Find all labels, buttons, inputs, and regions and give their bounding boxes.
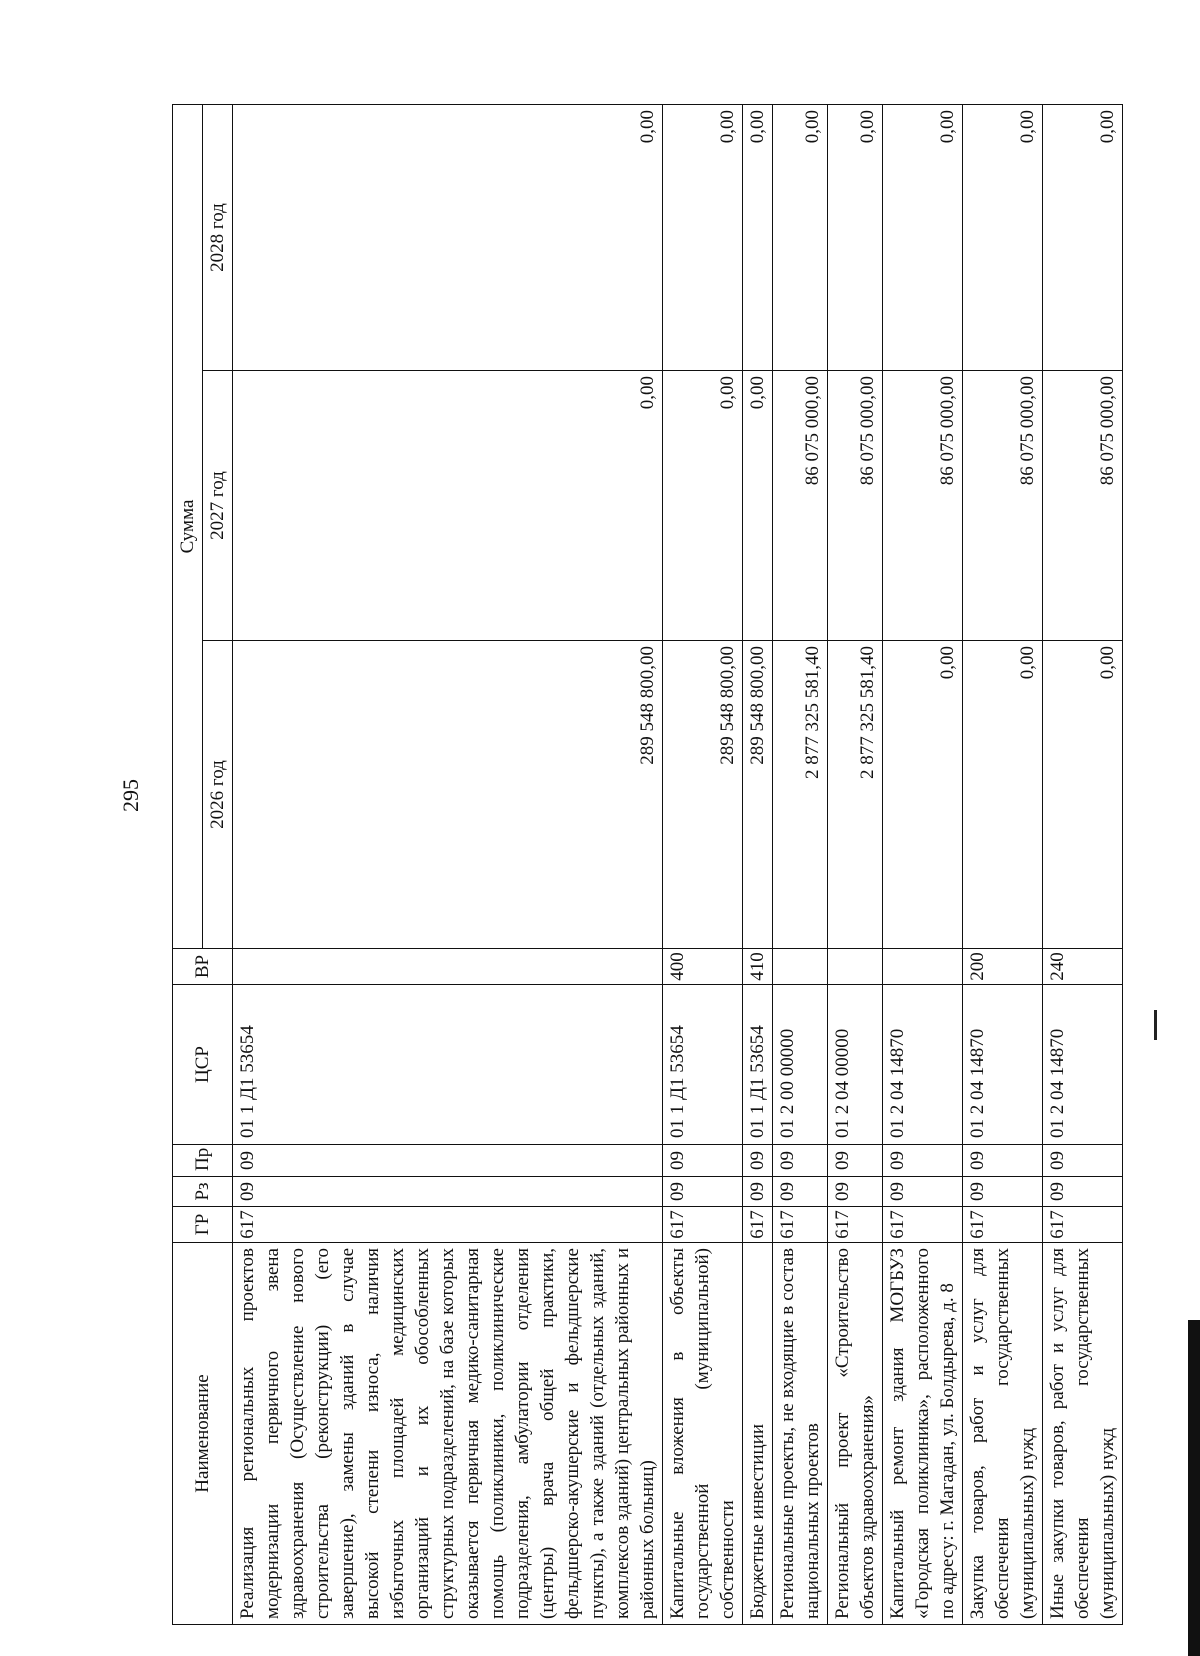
cell-pr: 09 xyxy=(743,1145,773,1177)
cell-pr: 09 xyxy=(828,1145,883,1177)
scan-edge-bar xyxy=(1188,1320,1200,1656)
cell-rz: 09 xyxy=(663,1177,743,1207)
cell-gr: 617 xyxy=(233,1207,663,1243)
cell-vr xyxy=(883,949,963,985)
header-2028: 2028 год xyxy=(203,104,233,370)
cell-gr: 617 xyxy=(773,1207,828,1243)
table-row xyxy=(1043,104,1123,1624)
cell-csr: 01 1 Д1 53654 xyxy=(233,985,663,1145)
cell-csr: 01 2 04 14870 xyxy=(883,985,963,1145)
cell-2027: 86 075 000,00 xyxy=(828,371,883,641)
cell-vr xyxy=(828,949,883,985)
cell-name: Бюджетные инвестиции xyxy=(743,1243,773,1625)
cell-vr xyxy=(773,949,828,985)
cell-name: Закупка товаров, работ и услуг для обеспечения государственных (муниципальных) нужд xyxy=(963,1243,1043,1625)
cell-2028: 0,00 xyxy=(828,104,883,370)
table-row xyxy=(773,104,828,1624)
table-row xyxy=(663,104,743,1624)
cell-2027: 86 075 000,00 xyxy=(883,371,963,641)
cell-2028: 0,00 xyxy=(743,104,773,370)
table-row xyxy=(233,104,663,1624)
cell-rz: 09 xyxy=(233,1177,663,1207)
cell-2027: 0,00 xyxy=(233,371,663,641)
cell-gr: 617 xyxy=(883,1207,963,1243)
cell-rz: 09 xyxy=(773,1177,828,1207)
cell-2027: 0,00 xyxy=(663,371,743,641)
cell-2026: 2 877 325 581,40 xyxy=(828,641,883,949)
cell-gr: 617 xyxy=(743,1207,773,1243)
header-pr: Пр xyxy=(173,1145,233,1177)
cell-2026: 0,00 xyxy=(1043,641,1123,949)
cell-rz: 09 xyxy=(828,1177,883,1207)
cell-pr: 09 xyxy=(963,1145,1043,1177)
cell-name: Региональный проект «Строительство объектов здравоохранения» xyxy=(828,1243,883,1625)
cell-pr: 09 xyxy=(663,1145,743,1177)
cell-gr: 617 xyxy=(963,1207,1043,1243)
cell-2028: 0,00 xyxy=(883,104,963,370)
budget-table xyxy=(172,104,1123,1625)
cell-2027: 86 075 000,00 xyxy=(1043,371,1123,641)
header-2027: 2027 год xyxy=(203,371,233,641)
cell-name: Капитальный ремонт здания МОГБУЗ «Городская поликлиника», расположенного по адресу: г. Магадан, ул. Болдырева, д. 8 xyxy=(883,1243,963,1625)
cell-csr: 01 2 04 14870 xyxy=(1043,985,1123,1145)
table-row xyxy=(883,104,963,1624)
cell-vr: 410 xyxy=(743,949,773,985)
cell-name: Реализация региональных проектов модернизации первичного звена здравоохранения (Осуществление нового строительства (реконструкции) (его завершение), замены зданий в случае высокой степени износа, наличия избыточных площадей медицинских организаций и их обособленных структурных подразделений, на базе которых оказывается первичная медико-санитарная помощь (поликлиники, поликлинические подразделения, амбулатории отделения (центры) врача общей практики, фельдшерско-акушерские и фельдшерские пункты), а также зданий (отдельных зданий, комплексов зданий) центральных районных и районных больниц) xyxy=(233,1243,663,1625)
cell-2026: 289 548 800,00 xyxy=(743,641,773,949)
cell-pr: 09 xyxy=(233,1145,663,1177)
cell-2028: 0,00 xyxy=(233,104,663,370)
cell-2028: 0,00 xyxy=(963,104,1043,370)
cell-rz: 09 xyxy=(743,1177,773,1207)
rotated-table-container xyxy=(172,105,1118,1625)
cell-2026: 289 548 800,00 xyxy=(663,641,743,949)
header-rz: Рз xyxy=(173,1177,233,1207)
cell-vr: 200 xyxy=(963,949,1043,985)
cell-vr xyxy=(233,949,663,985)
cell-2027: 86 075 000,00 xyxy=(963,371,1043,641)
cell-2026: 289 548 800,00 xyxy=(233,641,663,949)
cell-pr: 09 xyxy=(773,1145,828,1177)
page-number: 295 xyxy=(118,779,143,812)
cell-csr: 01 1 Д1 53654 xyxy=(663,985,743,1145)
header-csr: ЦСР xyxy=(173,985,233,1145)
cell-csr: 01 2 04 14870 xyxy=(963,985,1043,1145)
header-vr: ВР xyxy=(173,949,233,985)
cell-name: Капитальные вложения в объекты государственной (муниципальной) собственности xyxy=(663,1243,743,1625)
cell-2027: 0,00 xyxy=(743,371,773,641)
table-row xyxy=(828,104,883,1624)
header-row xyxy=(173,104,203,1624)
cell-gr: 617 xyxy=(828,1207,883,1243)
cell-csr: 01 2 04 00000 xyxy=(828,985,883,1145)
cell-csr: 01 2 00 00000 xyxy=(773,985,828,1145)
cell-csr: 01 1 Д1 53654 xyxy=(743,985,773,1145)
cell-rz: 09 xyxy=(963,1177,1043,1207)
cell-2027: 86 075 000,00 xyxy=(773,371,828,641)
cell-pr: 09 xyxy=(883,1145,963,1177)
cell-2028: 0,00 xyxy=(773,104,828,370)
table-row xyxy=(743,104,773,1624)
header-sum: Сумма xyxy=(173,104,203,948)
scan-mark xyxy=(1154,1010,1157,1040)
cell-vr: 240 xyxy=(1043,949,1123,985)
cell-2026: 2 877 325 581,40 xyxy=(773,641,828,949)
cell-pr: 09 xyxy=(1043,1145,1123,1177)
cell-name: Иные закупки товаров, работ и услуг для обеспечения государственных (муниципальных) нужд xyxy=(1043,1243,1123,1625)
cell-rz: 09 xyxy=(883,1177,963,1207)
cell-rz: 09 xyxy=(1043,1177,1123,1207)
header-name: Наименование xyxy=(173,1243,233,1625)
cell-gr: 617 xyxy=(663,1207,743,1243)
cell-2028: 0,00 xyxy=(1043,104,1123,370)
header-gr: ГР xyxy=(173,1207,233,1243)
header-2026: 2026 год xyxy=(203,641,233,949)
cell-gr: 617 xyxy=(1043,1207,1123,1243)
cell-name: Региональные проекты, не входящие в состав национальных проектов xyxy=(773,1243,828,1625)
cell-2028: 0,00 xyxy=(663,104,743,370)
cell-vr: 400 xyxy=(663,949,743,985)
cell-2026: 0,00 xyxy=(963,641,1043,949)
cell-2026: 0,00 xyxy=(883,641,963,949)
table-row xyxy=(963,104,1043,1624)
